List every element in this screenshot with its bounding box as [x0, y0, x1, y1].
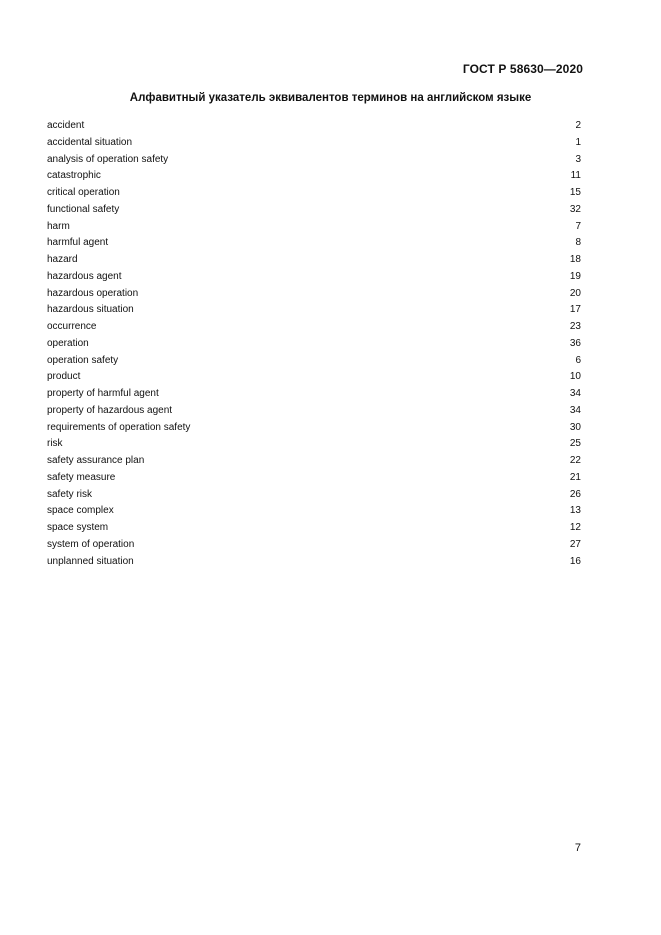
index-term: hazardous operation [47, 287, 139, 299]
index-term-number: 7 [575, 220, 581, 232]
index-term-number: 8 [575, 237, 581, 249]
index-term-number: 32 [569, 203, 581, 215]
index-term: occurrence [47, 321, 97, 332]
index-term-number: 36 [569, 337, 581, 349]
index-term: hazardous situation [47, 304, 134, 316]
index-entry [47, 135, 581, 152]
index-entry [47, 436, 581, 453]
index-term-number: 13 [569, 505, 581, 517]
index-entry [47, 503, 581, 520]
index-entry [47, 420, 581, 437]
index-entry [47, 520, 581, 537]
index-term-number: 34 [569, 404, 581, 416]
index-entry [47, 235, 581, 252]
index-term-number: 10 [569, 371, 581, 383]
index-term-number: 2 [575, 120, 581, 131]
index-entry [47, 319, 581, 336]
index-term: catastrophic [47, 170, 101, 182]
index-term-number: 11 [570, 170, 581, 182]
index-term: accidental situation [47, 136, 133, 148]
index-entry [47, 152, 581, 169]
index-entry [47, 369, 581, 386]
index-term-number: 21 [569, 471, 581, 483]
index-term-number: 27 [569, 538, 581, 550]
index-term: functional safety [47, 203, 120, 215]
index-term: safety assurance plan [47, 455, 145, 466]
index-entry [47, 202, 581, 219]
index-term: critical operation [47, 187, 120, 198]
index-term: risk [47, 438, 63, 450]
index-term: property of harmful agent [47, 388, 159, 399]
index-term-number: 20 [569, 287, 581, 299]
index-term: unplanned situation [47, 555, 134, 567]
index-entry [47, 353, 581, 370]
index-entry [47, 336, 581, 353]
index-term-number: 23 [569, 321, 581, 332]
index-term: operation [47, 337, 89, 349]
index-term: harm [47, 220, 70, 232]
index-term: operation safety [47, 354, 119, 366]
index-term-number: 19 [569, 270, 581, 282]
index-entry [47, 219, 581, 236]
index-entry [47, 403, 581, 420]
index-term: hazard [47, 254, 78, 265]
index-term: safety measure [47, 471, 116, 483]
index-term: system of operation [47, 538, 135, 550]
index-term: product [47, 371, 81, 383]
index-term-number: 25 [569, 438, 581, 450]
index-term-number: 12 [569, 522, 581, 533]
index-term-number: 22 [569, 455, 581, 466]
term-index-list [47, 118, 581, 570]
index-entry [47, 168, 581, 185]
index-term: safety risk [47, 488, 93, 500]
index-entry [47, 453, 581, 470]
index-term-number: 30 [569, 421, 581, 433]
index-term: accident [47, 120, 85, 131]
index-entry [47, 470, 581, 487]
index-entry [47, 386, 581, 403]
index-entry [47, 554, 581, 571]
index-entry [47, 302, 581, 319]
index-term-number: 3 [575, 153, 581, 165]
index-entry [47, 269, 581, 286]
index-term: property of hazardous agent [47, 404, 173, 416]
index-entry [47, 537, 581, 554]
index-entry [47, 185, 581, 202]
index-entry [47, 286, 581, 303]
index-term: space system [47, 522, 109, 533]
index-term: space complex [47, 505, 114, 517]
index-term: requirements of operation safety [47, 421, 191, 433]
index-entry [47, 252, 581, 269]
index-entry [47, 487, 581, 504]
page-number: 7 [574, 842, 581, 854]
index-term: harmful agent [47, 237, 109, 249]
index-term-number: 26 [569, 488, 581, 500]
index-term: analysis of operation safety [47, 153, 169, 165]
index-term-number: 17 [569, 304, 581, 316]
index-term-number: 34 [569, 388, 581, 399]
index-term-number: 6 [575, 354, 581, 366]
index-term-number: 16 [569, 555, 581, 567]
index-term: hazardous agent [47, 270, 122, 282]
index-term-number: 18 [569, 254, 581, 265]
index-entry [47, 118, 581, 135]
document-code: ГОСТ Р 58630—2020 [462, 62, 583, 76]
index-term-number: 1 [575, 136, 581, 148]
index-title: Алфавитный указатель эквивалентов терминов на английском языке [129, 92, 532, 104]
index-term-number: 15 [569, 187, 581, 198]
